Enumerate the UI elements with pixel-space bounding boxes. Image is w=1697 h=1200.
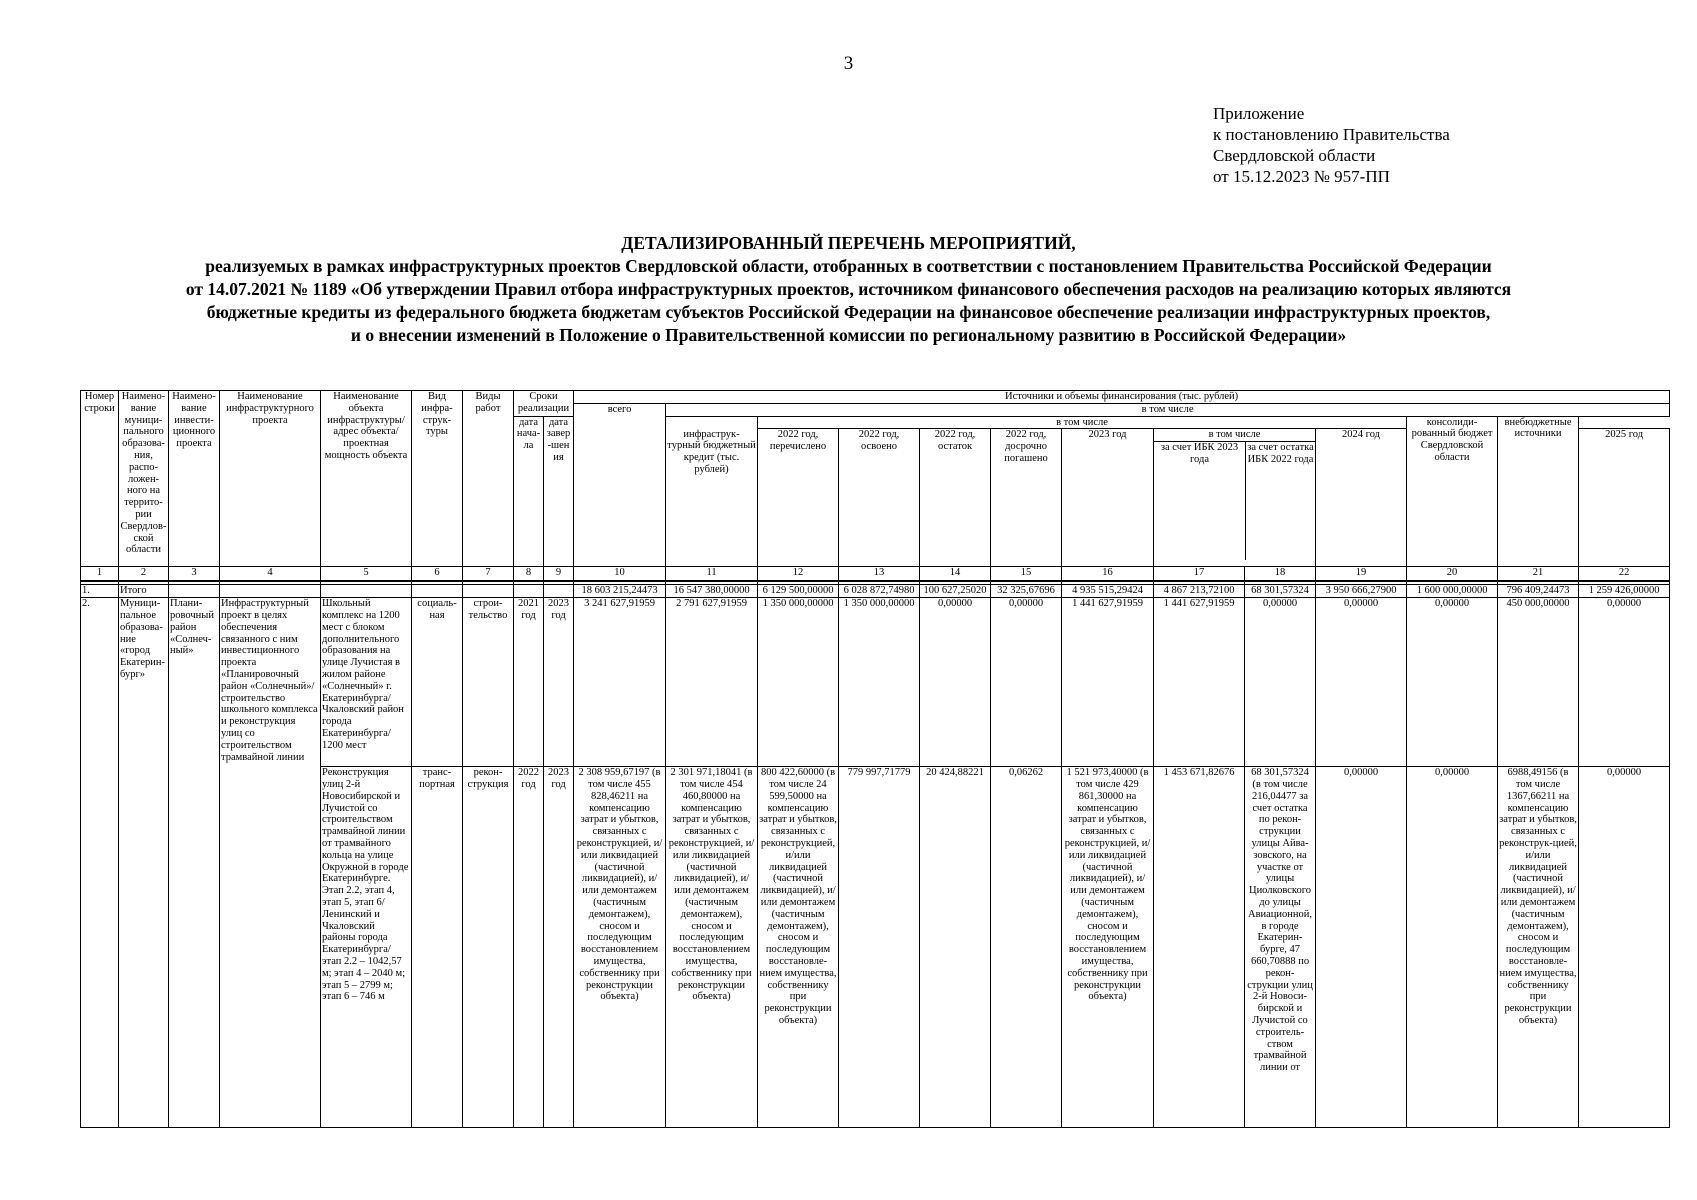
header-row-number: Номер строки	[81, 391, 119, 567]
date-start-cell: 2021 год	[514, 598, 544, 767]
total-value: 6 028 872,74980	[839, 585, 920, 598]
title-line: ДЕТАЛИЗИРОВАННЫЙ ПЕРЕЧЕНЬ МЕРОПРИЯТИЙ,	[621, 233, 1076, 253]
measures-table	[80, 390, 1670, 1128]
value-cell: 1 441 627,91959	[1062, 598, 1154, 767]
col-number: 1	[81, 567, 119, 582]
value-cell: 0,00000	[920, 598, 991, 767]
appendix-line: от 15.12.2023 № 957-ПП	[1213, 167, 1390, 186]
value-cell: 0,00000	[991, 598, 1062, 767]
total-value: 4 867 213,72100	[1154, 585, 1245, 598]
col-number: 6	[412, 567, 463, 582]
value-cell: 1 350 000,00000	[758, 598, 839, 767]
value-cell: 2 308 959,67197 (в том числе 455 828,46211 на компенсацию затрат и убытков, связанных с реконструкцией, и/или ликвидацией (частичной ликвидацией), и/или демонтажем (частичным демонтажем), сносом и последующим восстановлением имущества, собственнику при реконструкции объекта)	[574, 767, 666, 1128]
total-value: 796 409,24473	[1498, 585, 1579, 598]
header-infra-credit: инфраструк-турный бюджетный кредит (тыс. рублей)	[666, 416, 758, 567]
work-type-cell: рекон-струкция	[463, 767, 514, 1128]
value-cell: 0,06262	[991, 767, 1062, 1128]
col-number: 20	[1407, 567, 1498, 582]
infra-project-cell: Инфраструктурный проект в целях обеспечения связанного с ним инвестиционного проекта «Планировочный район «Солнечный»/ строительство школьного комплекса и реконструкция улиц со строительством трамвайной линии	[220, 598, 321, 1128]
header-consolidated: консолиди-рованный бюджет Свердловской области	[1407, 416, 1498, 567]
value-cell: 1 521 973,40000 (в том числе 429 861,30000 на компенсацию затрат и убытков, связанных с реконструкцией, и/или ликвидацией (частичной ликвидацией), и/или демонтажем (частичным демонтажем), сносом и последующим восстановлением имущества, собственнику при реконструкции объекта)	[1062, 767, 1154, 1128]
value-cell: 1 350 000,00000	[839, 598, 920, 767]
header-municipality: Наимено-вание муници-пального образова-ния, распо-ложен-ного на террито-рии Свердлов-ской области	[119, 391, 169, 567]
header-2022-transferred: 2022 год, перечислено	[758, 429, 839, 567]
col-number: 19	[1316, 567, 1407, 582]
value-cell: 2 791 627,91959	[666, 598, 758, 767]
title-line: от 14.07.2021 № 1189 «Об утверждении Правил отбора инфраструктурных проектов, источником финансового обеспечения расходов на реализацию которых являются	[185, 279, 1512, 299]
header-extrabudget: внебюджетные источники	[1498, 416, 1579, 567]
header-2023: 2023 год	[1062, 429, 1154, 567]
value-cell: 3 241 627,91959	[574, 598, 666, 767]
appendix-line: Свердловской области	[1213, 146, 1376, 165]
value-cell: 0,00000	[1316, 598, 1407, 767]
title-line: и о внесении изменений в Положение о Правительственной комиссии по региональному развитию в Российской Федерации»	[350, 325, 1347, 345]
header-including-2: в том числе	[758, 416, 1407, 429]
value-cell: 1 453 671,82676	[1154, 767, 1245, 1128]
header-date-end: дата завер-шения	[544, 416, 574, 567]
col-number: 8	[514, 567, 544, 582]
col-number: 2	[119, 567, 169, 582]
value-cell: 0,00000	[1245, 598, 1316, 767]
header-2024: 2024 год	[1316, 429, 1407, 567]
total-value: 32 325,67696	[991, 585, 1062, 598]
header-work-type: Виды работ	[463, 391, 514, 567]
investment-project-cell: Плани-ровочный район «Солнеч-ный»	[169, 598, 220, 1128]
document-title	[0, 232, 1697, 347]
col-number: 13	[839, 567, 920, 582]
header-2022-rest: 2022 год, остаток	[920, 429, 991, 567]
total-row	[81, 585, 1670, 598]
header-2023-split	[1154, 429, 1316, 567]
total-value: 68 301,57324	[1245, 585, 1316, 598]
table-row	[81, 598, 1670, 767]
total-row-number: 1.	[81, 585, 119, 598]
header-sources: Источники и объемы финансирования (тыс. рублей)	[574, 391, 1670, 404]
col-number: 11	[666, 567, 758, 582]
value-cell: 0,00000	[1407, 598, 1498, 767]
header-date-start: дата нача-ла	[514, 416, 544, 567]
value-cell: 0,00000	[1579, 767, 1670, 1128]
total-value: 100 627,25020	[920, 585, 991, 598]
col-number: 22	[1579, 567, 1670, 582]
col-number: 7	[463, 567, 514, 582]
total-value: 4 935 515,29424	[1062, 585, 1154, 598]
header-2025: 2025 год	[1579, 429, 1670, 567]
header-object: Наименование объекта инфраструктуры/ адрес объекта/ проектная мощность объекта	[321, 391, 412, 567]
total-value: 1 259 426,00000	[1579, 585, 1670, 598]
object-cell: Реконструкция улиц 2-й Новосибирской и Лучистой со строительством трамвайной линии от трамвайного кольца на улице Окружной в городе Екатеринбурге. Этап 2.2, этап 4, этап 5, этап 6/Ленинский и Чкаловский районы города Екатеринбурга/ этап 2.2 – 1042,57 м; этап 4 – 2040 м; этап 5 – 2799 м; этап 6 – 746 м	[321, 767, 412, 1128]
total-value: 1 600 000,00000	[1407, 585, 1498, 598]
header-infra-type: Вид инфра-струк-туры	[412, 391, 463, 567]
total-row-label: Итого	[119, 585, 169, 598]
header-ibk-2022-rest: за счет остатка ИБК 2022 года	[1247, 442, 1314, 465]
col-number: 4	[220, 567, 321, 582]
value-cell: 0,00000	[1407, 767, 1498, 1128]
date-end-cell: 2023 год	[544, 767, 574, 1128]
col-number: 21	[1498, 567, 1579, 582]
value-cell: 779 997,71779	[839, 767, 920, 1128]
header-infra-project: Наименование инфраструктурного проекта	[220, 391, 321, 567]
value-cell: 6988,49156 (в том числе 1367,66211 на компенсацию затрат и убытков, связанных с реконструк-цией, и/или ликвидацией (частичной ликвидацией), и/или демонтажем (частичным демонтажем), сносом и последующим восстановле-нием имущества, собственнику при реконструкции объекта)	[1498, 767, 1579, 1128]
header-2022-early: 2022 год, досрочно погашено	[991, 429, 1062, 567]
date-start-cell: 2022 год	[514, 767, 544, 1128]
header-including: в том числе	[666, 403, 1670, 416]
infra-type-cell: транс-портная	[412, 767, 463, 1128]
appendix-line: к постановлению Правительства	[1213, 125, 1450, 144]
value-cell: 450 000,00000	[1498, 598, 1579, 767]
col-number: 3	[169, 567, 220, 582]
header-total: всего	[574, 403, 666, 567]
value-cell: 2 301 971,18041 (в том числе 454 460,80000 на компенсацию затрат и убытков, связанных с реконструкцией, и/или ликвидацией (частичной ликвидацией), и/или демонтажем (частичным демонтажем), сносом и последующим восстановлением имущества, собственнику при реконструкции объекта)	[666, 767, 758, 1128]
total-value: 18 603 215,24473	[574, 585, 666, 598]
value-cell: 20 424,88221	[920, 767, 991, 1128]
object-cell: Школьный комплекс на 1200 мест с блоком дополнительного образования на улице Лучистая в жилом районе «Солнечный» г. Екатеринбурга/ Чкаловский район города Екатеринбурга/ 1200 мест	[321, 598, 412, 767]
title-line: реализуемых в рамках инфраструктурных проектов Свердловской области, отобранных в соответствии с постановлением Правительства Российской Федерации	[205, 256, 1492, 276]
col-number: 10	[574, 567, 666, 582]
work-type-cell: строи-тельство	[463, 598, 514, 767]
value-cell: 0,00000	[1316, 767, 1407, 1128]
page-number: 3	[843, 53, 854, 74]
col-number: 12	[758, 567, 839, 582]
date-end-cell: 2023 год	[544, 598, 574, 767]
value-cell: 1 441 627,91959	[1154, 598, 1245, 767]
col-number: 18	[1245, 567, 1316, 582]
col-number: 16	[1062, 567, 1154, 582]
col-number: 9	[544, 567, 574, 582]
total-value: 16 547 380,00000	[666, 585, 758, 598]
header-investment-project: Наимено-вание инвести-ционного проекта	[169, 391, 220, 567]
header-including-3: в том числе	[1154, 429, 1315, 442]
infra-type-cell: социаль-ная	[412, 598, 463, 767]
appendix-block	[1213, 103, 1450, 187]
header-2022-used: 2022 год, освоено	[839, 429, 920, 567]
municipality-cell: Муници-пальное образова-ние «город Екатерин-бург»	[119, 598, 169, 1128]
header-ibk-2023: за счет ИБК 2023 года	[1154, 442, 1246, 560]
col-number: 17	[1154, 567, 1245, 582]
col-number: 5	[321, 567, 412, 582]
total-value: 6 129 500,00000	[758, 585, 839, 598]
title-line: бюджетные кредиты из федерального бюджета бюджетам субъектов Российской Федерации на финансовое обеспечение реализации инфраструктурных проектов,	[206, 302, 1491, 322]
value-cell: 800 422,60000 (в том числе 24 599,50000 на компенсацию затрат и убытков, связанных с реконструкцией, и/или ликвидацией (частичной ликвидацией), и/или демонтажем (частичным демонтажем), сносом и последующим восстановле-нием имущества, собственнику при реконструкции объекта)	[758, 767, 839, 1128]
col-number: 15	[991, 567, 1062, 582]
total-value: 3 950 666,27900	[1316, 585, 1407, 598]
appendix-line: Приложение	[1213, 104, 1305, 123]
header-terms: Сроки реализации	[514, 391, 574, 417]
value-cell: 0,00000	[1579, 598, 1670, 767]
row-number: 2.	[81, 598, 119, 1128]
col-number: 14	[920, 567, 991, 582]
value-cell: 68 301,57324 (в том числе 216,04477 за счет остатка по рекон-струкции улицы Айва-зовского, на участке от улицы Циолковского до улицы Авиационной, в городе Екатерин-бурге, 47 660,70888 по рекон-струкции улиц 2-й Новоси-бирской и Лучистой со строитель-ством трамвайной линии от	[1245, 767, 1316, 1128]
